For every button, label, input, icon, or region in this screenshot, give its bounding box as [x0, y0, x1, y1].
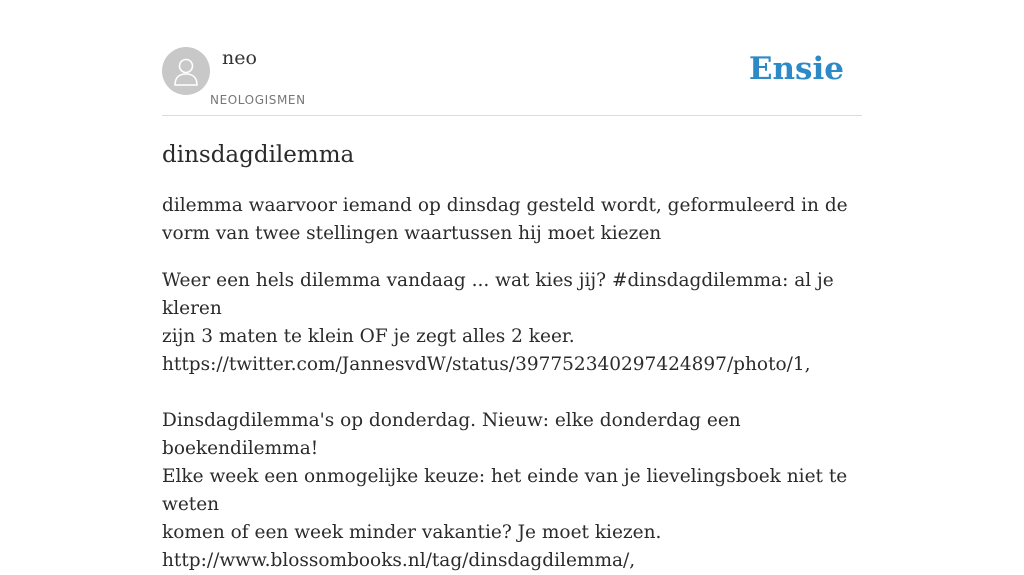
category-label[interactable]: NEOLOGISMEN	[210, 93, 306, 107]
example-line: Dinsdagdilemma's op donderdag. Nieuw: elke donderdag een boekendilemma!	[162, 410, 741, 459]
avatar[interactable]	[162, 47, 210, 95]
entry-page	[162, 0, 862, 571]
example-separator	[162, 379, 862, 407]
entry-header	[162, 0, 862, 116]
definition-text: dilemma waarvoor iemand op dinsdag gesteld wordt, geformuleerd in de vorm van twee stellingen waartussen hij moet kiezen	[162, 195, 848, 244]
example-line: zijn 3 maten te klein OF je zegt alles 2 keer.	[162, 326, 575, 347]
example-source-link[interactable]: https://twitter.com/JannesvdW/status/397752340297424897/photo/1,	[162, 354, 811, 375]
user-silhouette-icon	[172, 56, 200, 86]
page-title: dinsdagdilemma	[162, 142, 355, 168]
example-source-link[interactable]: http://www.blossombooks.nl/tag/dinsdagdilemma/,	[162, 550, 636, 571]
example-line: Elke week een onmogelijke keuze: het einde van je lievelingsboek niet te weten	[162, 466, 848, 515]
ensie-logo[interactable]: Ensie	[748, 51, 844, 87]
example-line: Weer een hels dilemma vandaag ... wat kies jij? #dinsdagdilemma: al je kleren	[162, 270, 834, 319]
example-line: komen of een week minder vakantie? Je moet kiezen.	[162, 522, 662, 543]
username[interactable]: neo	[222, 47, 257, 69]
examples	[162, 267, 862, 575]
